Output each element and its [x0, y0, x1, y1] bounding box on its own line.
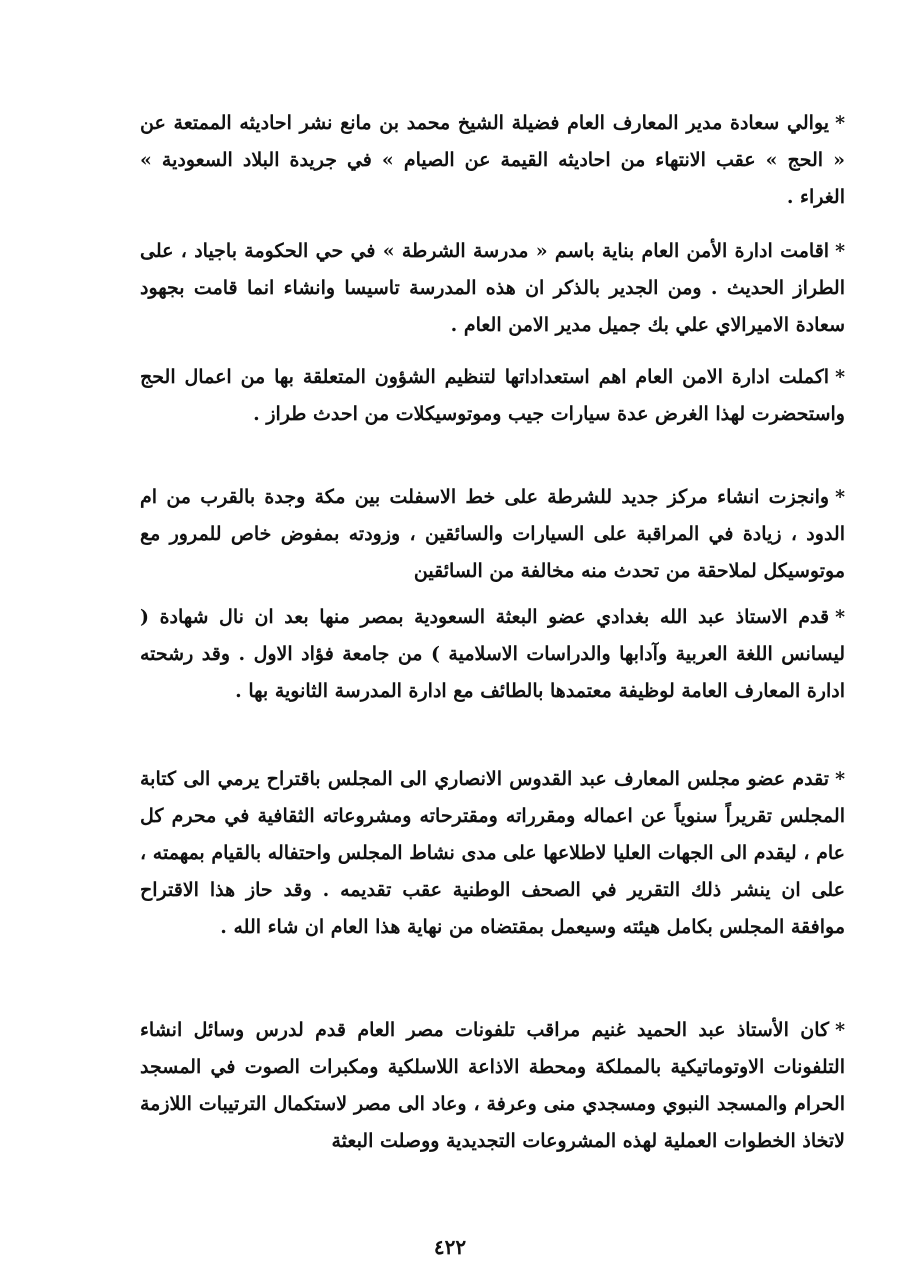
bullet-marker: * — [835, 112, 845, 134]
bullet-marker: * — [835, 240, 845, 262]
news-paragraph-security-preparations — [140, 359, 845, 433]
paragraph-text: وانجزت انشاء مركز جديد للشرطة على خط الاسفلت بين مكة وجدة بالقرب من ام الدود ، زيادة في المراقبة على السيارات والسائقين ، وزودته بمفوض خاص للمرور مع موتوسيكل لملاحقة من تحدث منه مخالفة من السائقين — [140, 486, 845, 582]
bullet-marker: * — [835, 1019, 845, 1041]
news-paragraph-telephones — [140, 1012, 845, 1160]
bullet-marker: * — [835, 606, 845, 628]
news-paragraph-baghdadi-return — [140, 599, 845, 710]
news-paragraph-hajj-talks — [140, 105, 845, 216]
news-paragraph-police-center — [140, 479, 845, 590]
paragraph-text: اقامت ادارة الأمن العام بناية باسم « مدرسة الشرطة » في حي الحكومة باجياد ، على الطراز الحديث . ومن الجدير بالذكر ان هذه المدرسة تاسيسا وانشاء انما قامت بجهود سعادة الاميرالاي علي بك جميل مدير الامن العام . — [140, 240, 845, 336]
paragraph-text: تقدم عضو مجلس المعارف عبد القدوس الانصاري الى المجلس باقتراح يرمي الى كتابة المجلس تقريراً سنوياً عن اعماله ومقرراته ومقترحاته ومشروعاته الثقافية في محرم كل عام ، ليقدم الى الجهات العليا لاطلاعها على مدى نشاط المجلس واحتفاله بالقيام بمهمته ، على ان ينشر ذلك التقرير في الصحف الوطنية عقب تقديمه . وقد حاز هذا الاقتراح موافقة المجلس بكامل هيئته وسيعمل بمقتضاه من نهاية هذا العام ان شاء الله . — [140, 768, 845, 938]
paragraph-text: قدم الاستاذ عبد الله بغدادي عضو البعثة السعودية بمصر منها بعد ان نال شهادة ( ليسانس اللغة العربية وآدابها والدراسات الاسلامية ) من جامعة فؤاد الاول . وقد رشحته ادارة المعارف العامة لوظيفة معتمدها بالطائف مع ادارة المدرسة الثانوية بها . — [140, 606, 845, 702]
page-number: ٤٢٢ — [433, 1235, 467, 1259]
paragraph-text: كان الأستاذ عبد الحميد غنيم مراقب تلفونات مصر العام قدم لدرس وسائل انشاء التلفونات الاوتوماتيكية بالمملكة ومحطة الاذاعة اللاسلكية ومكبرات الصوت في المسجد الحرام والمسجد النبوي ومسجدي منى وعرفة ، وعاد الى مصر لاستكمال الترتيبات اللازمة لاتخاذ الخطوات العملية لهذه المشروعات التجديدية ووصلت البعثة — [140, 1019, 845, 1152]
paragraph-text: اكملت ادارة الامن العام اهم استعداداتها لتنظيم الشؤون المتعلقة بها من اعمال الحج واستحضرت لهذا الغرض عدة سيارات جيب وموتوسيكلات من احدث طراز . — [140, 366, 845, 425]
document-page — [0, 78, 900, 1259]
news-paragraph-police-school — [140, 233, 845, 344]
news-paragraph-council-proposal — [140, 761, 845, 946]
bullet-marker: * — [835, 768, 845, 790]
bullet-marker: * — [835, 486, 845, 508]
bullet-marker: * — [835, 366, 845, 388]
paragraph-text: يوالي سعادة مدير المعارف العام فضيلة الشيخ محمد بن مانع نشر احاديثه الممتعة عن « الحج » عقب الانتهاء من احاديثه القيمة عن الصيام » في جريدة البلاد السعودية » الغراء . — [140, 112, 845, 208]
